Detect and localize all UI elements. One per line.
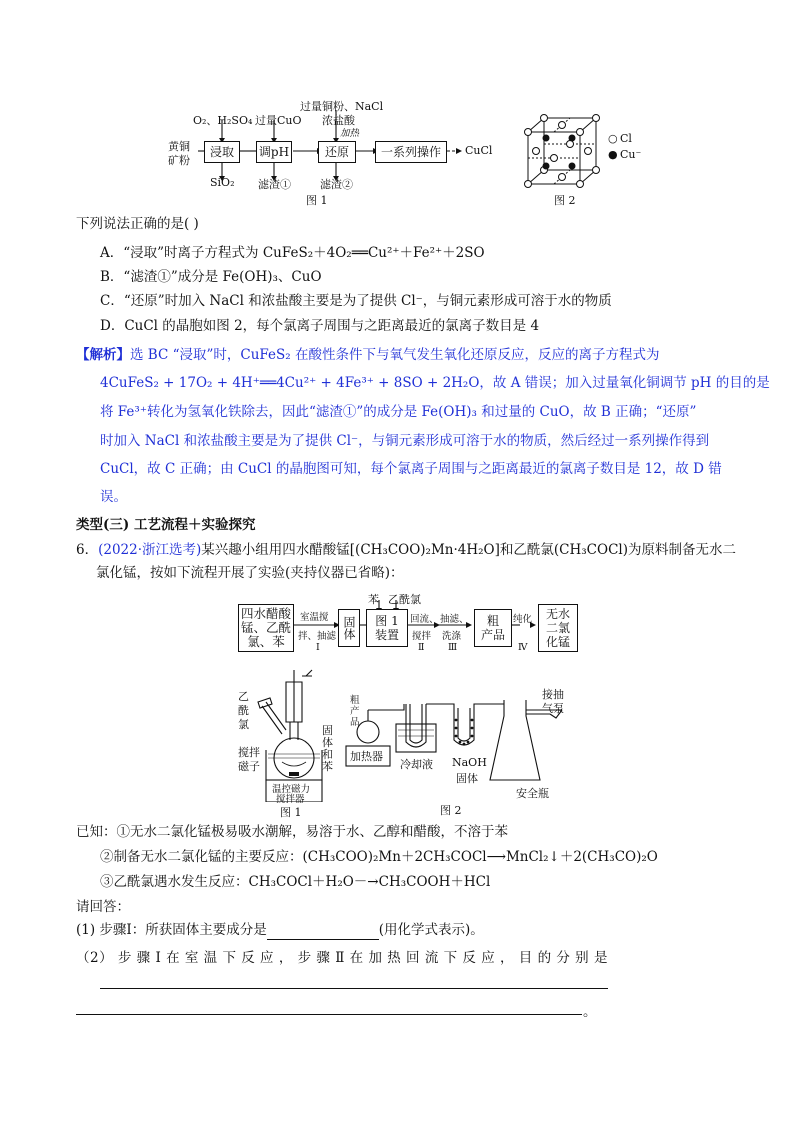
fig1-caption: 图 1 (306, 194, 328, 207)
sub1-text-b: (用化学式表示)。 (378, 922, 484, 938)
analysis-line-5: CuCl，故 C 正确；由 CuCl 的晶胞图可知，每个氯离子周围与之距离最近的氯离子数目是 12，故 D 错 (100, 461, 722, 477)
fig1-acetyl-3: 氯 (238, 718, 249, 731)
analysis-tag: 【解析】 (76, 347, 130, 363)
q6-step1-mid: 拌、抽滤 (298, 631, 337, 642)
q6-step2-num: Ⅱ (418, 642, 425, 653)
analysis-text-1: 选 BC “浸取”时，CuFeS₂ 在酸性条件下与氧气发生氧化还原反应，反应的离子方程式为 (130, 347, 660, 363)
sub-question-2: （2） 步 骤 Ⅰ 在 室 温 下 反 应 ， 步 骤 Ⅱ 在 加 热 回 流 下 反 应 ， 目 的 分 别 是 (76, 950, 608, 966)
q6-box-apparatus (366, 609, 408, 647)
q6-stem-line-2: 氯化锰，按如下流程开展了实验(夹持仪器已省略)： (96, 565, 404, 581)
analysis-line-3: 将 Fe³⁺转化为氢氧化铁除去，因此“滤渣①”的成分是 Fe(OH)₃ 和过量的 CuO，故 B 正确；“还原” (100, 404, 697, 420)
fig2-pump-2: 气泵 (542, 702, 564, 715)
q6-box-raw-3: 氯、苯 (247, 634, 285, 649)
q5-option-c: C．“还原”时加入 NaCl 和浓盐酸主要是为了提供 Cl⁻，与铜元素形成可溶于水的物质 (100, 293, 612, 309)
fig1-solid-2: 体 (322, 736, 333, 749)
q6-box-crude-1: 粗 (486, 614, 499, 628)
q6-number: 6． (76, 542, 99, 558)
analysis-line-1 (76, 345, 659, 365)
analysis-line-2: 4CuFeS₂ + 17O₂ + 4H⁺══4Cu²⁺ + 4Fe³⁺ + 8SO + 2H₂O，故 A 错误；加入过量氧化铜调节 pH 的目的是 (100, 375, 770, 391)
heat-label: 加热 (340, 128, 360, 139)
box-reduce: 还原 (318, 141, 356, 163)
fig1-apparatus-caption: 图 1 (280, 806, 302, 819)
fig1-stir-1: 搅拌 (238, 746, 260, 759)
known-line-2: ②制备无水二氯化锰的主要反应：(CH₃COO)₂Mn＋2CH₃COCl⟶MnCl₂↓＋2(CH₃CO)₂O (100, 849, 658, 865)
q6-stem-line-1 (76, 540, 736, 560)
out-residue-2: 滤渣② (320, 178, 353, 191)
fig1-stir-2: 磁子 (238, 760, 260, 773)
q6-box-apparatus-1: 图 1 (375, 614, 399, 628)
fig2-naoh-1: NaOH (452, 756, 487, 769)
q6-step4-num: Ⅳ (518, 642, 528, 653)
legend-cu: Cu⁻ (620, 148, 642, 161)
analysis-line-4: 时加入 NaCl 和浓盐酸主要是为了提供 Cl⁻，与铜元素形成可溶于水的物质，然后经过一系列操作得到 (100, 433, 710, 449)
sub1-text-a: (1) 步骤Ⅰ：所获固体主要成分是 (76, 922, 267, 938)
fig2-pump-1: 接抽 (542, 688, 564, 701)
q6-stem-text-1: 某兴趣小组用四水醋酸锰[(CH₃COO)₂Mn·4H₂O]和乙酰氯(CH₃COCl)为原料制备无水二 (201, 542, 736, 558)
fig1-acetyl-2: 酰 (238, 704, 249, 717)
fig2-crude-1: 粗 (350, 695, 360, 706)
q6-source: (2022·浙江选考) (98, 542, 202, 558)
q6-box-solid: 固体 (338, 609, 360, 647)
legend-cl-icon: ○ (608, 132, 618, 145)
sub1-answer-blank[interactable] (267, 924, 379, 940)
stir-bar-icon (289, 772, 299, 776)
fig2-crude-3: 品 (350, 717, 360, 728)
fig1-solid-3: 和 (322, 748, 333, 761)
fig1-base-1: 温控磁力 (272, 784, 311, 795)
reagent-cu: 过量铜粉、NaCl (300, 100, 384, 113)
q6-reagent-benzene: 苯 (368, 593, 379, 606)
box-ph: 调pH (256, 141, 292, 163)
q6-step3-num: Ⅲ (448, 642, 458, 653)
sub-question-1 (76, 920, 484, 940)
q5-option-a: A．“浸取”时离子方程式为 CuFeS₂＋4O₂══Cu²⁺＋Fe²⁺＋2SO (100, 245, 485, 261)
fig2-naoh-2: 固体 (456, 772, 478, 785)
reagent-hcl: 浓盐酸 (322, 114, 355, 127)
fig1-acetyl-1: 乙 (238, 690, 249, 703)
q6-box-crude-2: 产品 (480, 628, 505, 642)
analysis-line-6: 误。 (100, 489, 127, 505)
fig2-heater: 加热器 (350, 750, 383, 763)
q6-step2-top: 回流、 (410, 614, 439, 625)
q6-box-product-3: 化锰 (545, 635, 570, 649)
start-label-1: 黄铜 (168, 140, 190, 153)
legend-cl: Cl (620, 132, 632, 145)
reagent-o2: O₂、H₂SO₄ (193, 114, 253, 127)
box-leach: 浸取 (204, 141, 240, 163)
q6-reagent-acetyl: 乙酰氯 (388, 593, 421, 606)
q6-step1-top: 室温搅 (300, 612, 329, 623)
fig2-apparatus-caption: 图 2 (440, 804, 462, 817)
crystal-cell-drawing (520, 110, 605, 195)
q6-step1-num: Ⅰ (316, 642, 320, 653)
known-line-3: ③乙酰氯遇水发生反应：CH₃COCl＋H₂O－→CH₃COOH＋HCl (100, 874, 491, 890)
q5-option-d: D．CuCl 的晶胞如图 2，每个氯离子周围与之距离最近的氯离子数目是 4 (100, 318, 540, 334)
product-cucl: CuCl (465, 144, 493, 157)
legend-cu-icon: ● (608, 148, 618, 161)
q6-step3-mid: 洗涤 (442, 631, 462, 642)
answer-prompt: 请回答： (76, 899, 130, 915)
sub2-answer-line-2[interactable] (76, 1014, 582, 1015)
sub2-answer-line-1[interactable] (100, 988, 608, 989)
fig1-base-2: 搅拌器 (276, 794, 305, 805)
q6-box-raw-2: 锰、乙酰 (240, 620, 291, 635)
q6-box-crude (474, 609, 512, 647)
q6-box-product (538, 604, 578, 652)
fig2-crude-2: 产 (350, 706, 360, 717)
q6-box-apparatus-2: 装置 (374, 628, 399, 642)
fig2-caption: 图 2 (554, 194, 576, 207)
box-ops: 一系列操作 (375, 141, 447, 163)
start-label-2: 矿粉 (168, 154, 190, 167)
q6-box-raw-1: 四水醋酸 (240, 606, 291, 621)
fig1-solid-1: 固 (322, 724, 333, 737)
out-residue-1: 滤渣① (258, 178, 291, 191)
reagent-cuo: 过量CuO (255, 114, 302, 127)
q5-option-b: B．“滤渣①”成分是 Fe(OH)₃、CuO (100, 269, 322, 285)
q6-step2-mid: 搅拌 (412, 631, 432, 642)
fig2-safety: 安全瓶 (516, 787, 549, 800)
q6-box-raw (238, 604, 294, 652)
q6-step3-top: 抽滤、 (440, 614, 469, 625)
fig2-coolant: 冷却液 (400, 758, 433, 771)
q5-stem: 下列说法正确的是( ) (76, 216, 199, 232)
q6-box-product-2: 二氯 (545, 621, 570, 635)
section-title: 类型(三) 工艺流程＋实验探究 (76, 517, 256, 533)
out-sio2: SiO₂ (210, 176, 235, 189)
q6-box-product-1: 无水 (545, 607, 570, 621)
q6-step4-top: 纯化 (513, 614, 533, 625)
end-mark: 。 (583, 1004, 597, 1020)
fig1-solid-4: 苯 (322, 760, 333, 773)
known-line-1: 已知：①无水二氯化锰极易吸水潮解，易溶于水、乙醇和醋酸，不溶于苯 (76, 824, 508, 840)
